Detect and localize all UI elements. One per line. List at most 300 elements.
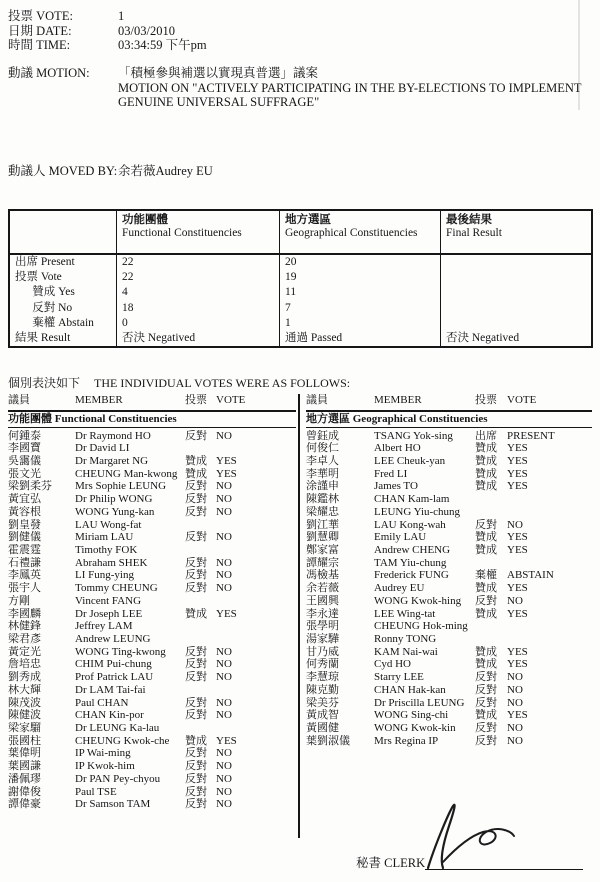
member-name-en: CHAN Hak-kan	[374, 683, 446, 696]
summary-body	[10, 255, 591, 346]
individual-votes-heading-en: THE INDIVIDUAL VOTES WERE AS FOLLOWS:	[94, 376, 351, 390]
member-vote-cn: 反對	[475, 734, 497, 747]
member-vote-cn: 贊成	[185, 734, 207, 747]
member-vote-en: PRESENT	[507, 429, 555, 442]
col-member-cn: 議員	[306, 394, 328, 406]
member-row	[306, 671, 592, 684]
member-vote-en: YES	[507, 658, 528, 671]
summary-functional-value: 0	[116, 316, 279, 331]
member-name-en: Dr Joseph LEE	[75, 607, 143, 620]
member-name-cn: 張學明	[306, 620, 339, 633]
member-row	[8, 480, 296, 493]
motion-label: 動議 MOTION:	[8, 66, 90, 80]
clerk-label: 秘書 CLERK	[356, 856, 426, 870]
member-vote-en	[216, 595, 296, 608]
individual-votes-heading-cn: 個別表決如下	[8, 376, 81, 390]
member-name-cn: 劉江華	[306, 518, 339, 531]
member-vote-en: ABSTAIN	[507, 569, 554, 582]
member-row	[306, 442, 592, 455]
member-name-cn: 李國寶	[8, 442, 41, 455]
member-vote-en: YES	[216, 734, 237, 747]
section-title-functional: 功能團體 Functional Constituencies	[8, 412, 296, 428]
members-table-header	[8, 394, 296, 412]
member-vote-en: YES	[507, 543, 528, 556]
member-name-en: WONG Kwok-hing	[374, 594, 462, 607]
member-vote-cn: 反對	[185, 658, 207, 671]
member-name-cn: 李鳳英	[8, 569, 41, 582]
member-vote-en	[216, 620, 296, 633]
member-name-cn: 陳鑑林	[306, 493, 339, 506]
member-name-en: Abraham SHEK	[75, 556, 148, 569]
member-row	[306, 430, 592, 443]
member-name-en: CHIM Pui-chung	[75, 658, 152, 671]
member-name-en: Andrew LEUNG	[75, 633, 151, 645]
member-name-en: LAU Kong-wah	[374, 518, 446, 531]
member-name-cn: 李慧琼	[306, 671, 339, 684]
member-vote-en: NO	[216, 747, 232, 760]
member-row	[306, 493, 592, 506]
summary-final-value	[440, 270, 591, 285]
member-vote-en	[507, 620, 592, 633]
member-vote-en	[216, 519, 296, 532]
summary-row-label: 投票 Vote	[15, 271, 62, 284]
summary-geographical-value: 1	[279, 316, 440, 331]
member-vote-en: NO	[216, 760, 232, 773]
member-name-cn: 葉偉明	[8, 747, 41, 760]
member-row	[8, 684, 296, 697]
member-name-en: Albert HO	[374, 442, 421, 455]
member-row	[8, 658, 296, 671]
member-name-en: TSANG Yok-sing	[374, 429, 453, 442]
member-vote-en: NO	[507, 518, 523, 531]
member-vote-cn	[185, 442, 216, 455]
member-vote-en	[216, 722, 296, 735]
member-row	[8, 493, 296, 506]
member-vote-en: YES	[507, 645, 528, 658]
member-vote-en: YES	[507, 480, 528, 493]
member-vote-en: YES	[216, 607, 237, 620]
summary-row	[10, 270, 591, 285]
member-row	[306, 544, 592, 557]
member-name-cn: 劉慧卿	[306, 531, 339, 544]
member-vote-cn: 反對	[475, 696, 497, 709]
member-vote-cn: 反對	[185, 785, 207, 798]
member-vote-cn: 反對	[185, 556, 207, 569]
summary-final-value	[440, 285, 591, 300]
motion-title-english-line1: MOTION ON "ACTIVELY PARTICIPATING IN THE BY-ELECTIONS TO IMPLEMENT	[118, 80, 582, 95]
col-member-en: MEMBER	[374, 394, 422, 406]
member-vote-en: NO	[507, 696, 523, 709]
member-row	[306, 455, 592, 468]
member-name-en: Tommy CHEUNG	[75, 582, 158, 595]
summary-functional-value: 22	[116, 255, 279, 270]
member-name-en: LEE Cheuk-yan	[374, 454, 446, 467]
motion-text	[118, 66, 582, 110]
members-table-header	[306, 394, 592, 412]
section-title-geographical: 地方選區 Geographical Constituencies	[306, 412, 592, 428]
member-name-cn: 李卓人	[306, 454, 339, 467]
member-name-cn: 梁君彥	[8, 633, 41, 645]
member-vote-en: NO	[216, 531, 232, 544]
members-rows-geographical	[306, 428, 592, 748]
member-row	[8, 544, 296, 557]
summary-row	[10, 285, 591, 300]
member-name-en: Miriam LAU	[75, 531, 134, 544]
member-vote-en: YES	[507, 531, 528, 544]
summary-header-functional	[116, 211, 279, 253]
member-name-cn: 李華明	[306, 467, 339, 480]
member-row	[8, 709, 296, 722]
info-row	[8, 38, 592, 53]
member-vote-en: YES	[507, 454, 528, 467]
member-vote-en	[507, 493, 592, 506]
summary-final-value	[440, 255, 591, 270]
member-name-cn: 王國興	[306, 594, 339, 607]
member-vote-cn	[185, 544, 216, 557]
info-value: 1	[118, 9, 125, 23]
member-vote-en: YES	[216, 467, 237, 480]
member-vote-cn	[185, 684, 216, 697]
members-table-geographical	[306, 394, 592, 747]
individual-votes-heading	[8, 376, 350, 390]
member-name-cn: 涂謹申	[306, 480, 339, 493]
col-member-en: MEMBER	[75, 394, 123, 406]
member-name-en: Mrs Sophie LEUNG	[75, 480, 167, 493]
member-vote-cn: 反對	[185, 480, 207, 493]
member-vote-cn: 贊成	[475, 454, 497, 467]
member-vote-en	[216, 442, 296, 455]
member-name-en: Dr David LI	[75, 442, 130, 455]
summary-row	[10, 301, 591, 316]
member-row	[8, 519, 296, 532]
summary-final-value: 否決 Negatived	[440, 331, 591, 346]
member-vote-en	[216, 633, 296, 646]
member-vote-en: NO	[216, 505, 232, 518]
member-name-en: Andrew CHENG	[374, 543, 451, 556]
member-vote-en: NO	[216, 785, 232, 798]
member-vote-cn: 反對	[185, 671, 207, 684]
member-vote-cn: 反對	[185, 493, 207, 506]
member-vote-en	[507, 506, 592, 519]
member-vote-en	[507, 557, 592, 570]
member-row	[8, 747, 296, 760]
member-name-cn: 張國柱	[8, 734, 41, 747]
member-vote-en	[216, 684, 296, 697]
member-row	[8, 531, 296, 544]
member-name-en: Audrey EU	[374, 582, 425, 595]
member-vote-cn: 反對	[475, 722, 497, 735]
member-name-cn: 湯家驊	[306, 633, 339, 645]
member-vote-en	[216, 544, 296, 557]
member-row	[306, 697, 592, 710]
member-vote-en: YES	[507, 582, 528, 595]
member-name-cn: 張宇人	[8, 582, 41, 595]
member-name-en: Fred LI	[374, 467, 408, 480]
member-name-en: Dr LAM Tai-fai	[75, 683, 146, 696]
member-name-cn: 鄭家富	[306, 543, 339, 556]
member-name-cn: 黃定光	[8, 645, 41, 658]
member-name-cn: 林健鋒	[8, 620, 41, 633]
moved-by-section	[8, 164, 213, 179]
info-row	[8, 9, 592, 24]
member-vote-cn: 反對	[185, 569, 207, 582]
member-row	[8, 620, 296, 633]
member-row	[8, 595, 296, 608]
summary-final-value	[440, 301, 591, 316]
member-vote-cn	[185, 620, 216, 633]
member-vote-en: NO	[216, 772, 232, 785]
member-vote-cn: 贊成	[475, 582, 497, 595]
member-row	[306, 582, 592, 595]
member-name-cn: 黃國健	[306, 722, 339, 735]
summary-header-geographical	[279, 211, 440, 253]
member-vote-cn: 贊成	[475, 442, 497, 455]
member-name-cn: 霍震霆	[8, 543, 41, 556]
member-vote-en: NO	[507, 722, 523, 735]
member-vote-cn: 贊成	[475, 543, 497, 556]
member-name-cn: 甘乃威	[306, 645, 339, 658]
member-vote-en: NO	[507, 734, 523, 747]
member-name-en: Dr Samson TAM	[75, 798, 151, 811]
summary-header-final-result-en: Final Result	[446, 227, 502, 239]
member-vote-cn: 反對	[475, 671, 497, 684]
col-vote-cn: 投票	[475, 394, 497, 406]
motion-title-chinese: 「積極參與補選以實現真普選」議案	[118, 66, 319, 80]
motion-section	[8, 66, 592, 110]
member-row	[8, 442, 296, 455]
member-name-cn: 葉劉淑儀	[306, 734, 350, 747]
member-row	[8, 569, 296, 582]
member-vote-cn: 贊成	[475, 531, 497, 544]
member-vote-cn: 反對	[185, 747, 207, 760]
member-name-en: Emily LAU	[374, 531, 427, 544]
summary-geographical-value: 19	[279, 270, 440, 285]
member-vote-en: NO	[216, 798, 232, 811]
member-vote-en: NO	[216, 645, 232, 658]
col-vote-cn: 投票	[185, 394, 207, 406]
member-name-en: Dr Priscilla LEUNG	[374, 696, 465, 709]
member-name-en: WONG Sing-chi	[374, 709, 449, 722]
member-vote-cn: 贊成	[185, 607, 207, 620]
member-row	[306, 722, 592, 735]
member-name-en: James TO	[374, 480, 418, 493]
member-vote-cn: 反對	[185, 709, 207, 722]
member-name-en: Paul TSE	[75, 785, 117, 798]
member-name-cn: 余若薇	[306, 582, 339, 595]
summary-row	[10, 255, 591, 270]
member-name-en: CHEUNG Hok-ming	[374, 620, 468, 633]
member-vote-en: NO	[507, 671, 523, 684]
member-row	[8, 735, 296, 748]
member-name-cn: 曾鈺成	[306, 429, 339, 442]
member-row	[8, 646, 296, 659]
member-name-cn: 梁劉柔芬	[8, 480, 52, 493]
info-value: 03/03/2010	[118, 23, 175, 38]
member-row	[306, 709, 592, 722]
member-vote-cn	[185, 722, 216, 735]
info-label: 投票 VOTE:	[8, 9, 73, 23]
member-name-en: Cyd HO	[374, 658, 411, 671]
member-name-en: Paul CHAN	[75, 696, 129, 709]
member-name-cn: 謝偉俊	[8, 785, 41, 798]
member-name-en: Dr PAN Pey-chyou	[75, 772, 161, 785]
member-row	[306, 557, 592, 570]
members-rows-functional	[8, 428, 296, 812]
member-row	[8, 468, 296, 481]
member-row	[306, 480, 592, 493]
member-vote-cn: 贊成	[475, 467, 497, 480]
member-row	[306, 684, 592, 697]
member-vote-en: NO	[216, 429, 232, 442]
member-row	[306, 646, 592, 659]
info-label: 日期 DATE:	[8, 23, 72, 38]
member-name-cn: 譚偉豪	[8, 798, 41, 811]
member-name-en: Dr Margaret NG	[75, 454, 149, 467]
member-name-en: Mrs Regina IP	[374, 734, 439, 747]
member-name-cn: 劉健儀	[8, 531, 41, 544]
member-vote-en: YES	[507, 607, 528, 620]
member-row	[8, 430, 296, 443]
member-name-cn: 李國麟	[8, 607, 41, 620]
member-name-en: Dr LEUNG Ka-lau	[75, 722, 160, 735]
member-name-en: CHEUNG Man-kwong	[75, 467, 178, 480]
member-name-en: CHAN Kam-lam	[374, 493, 450, 506]
member-row	[8, 798, 296, 811]
member-row	[8, 582, 296, 595]
member-row	[306, 468, 592, 481]
member-row	[306, 595, 592, 608]
summary-final-value	[440, 316, 591, 331]
motion-title-english-line2: GENUINE UNIVERSAL SUFFRAGE"	[118, 95, 320, 109]
summary-row-label: 棄權 Abstain	[15, 316, 94, 329]
member-name-en: LAU Wong-fat	[75, 518, 142, 531]
member-vote-en: NO	[216, 671, 232, 684]
member-vote-cn	[475, 506, 507, 519]
member-row	[8, 773, 296, 786]
summary-geographical-value: 11	[279, 285, 440, 300]
member-name-en: Ronny TONG	[374, 633, 437, 645]
member-name-cn: 方剛	[8, 594, 30, 607]
member-name-en: TAM Yiu-chung	[374, 556, 447, 569]
member-name-cn: 譚耀宗	[306, 556, 339, 569]
member-vote-en	[507, 633, 592, 646]
col-vote-en: VOTE	[216, 394, 246, 406]
member-name-en: WONG Yung-kan	[75, 505, 155, 518]
summary-header-final-result	[440, 211, 591, 253]
member-vote-cn	[475, 557, 507, 570]
member-name-cn: 劉秀成	[8, 671, 41, 684]
member-name-en: Prof Patrick LAU	[75, 671, 154, 684]
member-vote-en: NO	[216, 582, 232, 595]
member-name-cn: 詹培忠	[8, 658, 41, 671]
member-vote-en: YES	[507, 709, 528, 722]
member-row	[8, 633, 296, 646]
member-vote-cn	[475, 633, 507, 646]
member-vote-cn	[475, 493, 507, 506]
member-row	[8, 722, 296, 735]
member-vote-cn: 反對	[185, 645, 207, 658]
summary-row-label: 贊成 Yes	[15, 286, 75, 299]
summary-header-geographical-en: Geographical Constituencies	[285, 227, 418, 239]
summary-row	[10, 316, 591, 331]
member-name-en: IP Wai-ming	[75, 747, 131, 760]
summary-header-geographical-cn: 地方選區	[285, 214, 331, 226]
member-row	[8, 506, 296, 519]
member-name-cn: 劉皇發	[8, 518, 41, 531]
member-vote-en: NO	[216, 658, 232, 671]
member-vote-en: YES	[216, 454, 237, 467]
member-name-cn: 陳克勤	[306, 683, 339, 696]
member-vote-cn: 棄權	[475, 569, 497, 582]
member-vote-cn: 反對	[475, 683, 497, 696]
member-row	[306, 620, 592, 633]
member-name-en: WONG Kwok-kin	[374, 722, 456, 735]
member-row	[306, 633, 592, 646]
member-name-en: IP Kwok-him	[75, 760, 135, 773]
member-vote-cn: 贊成	[475, 645, 497, 658]
member-row	[306, 735, 592, 748]
member-vote-cn: 贊成	[475, 709, 497, 722]
member-row	[306, 531, 592, 544]
document-header	[8, 9, 592, 53]
summary-header-final-result-cn: 最後結果	[446, 214, 492, 226]
member-vote-en: NO	[216, 493, 232, 506]
summary-functional-value: 18	[116, 301, 279, 316]
member-row	[8, 760, 296, 773]
member-name-cn: 何秀蘭	[306, 658, 339, 671]
member-vote-cn: 反對	[185, 505, 207, 518]
member-name-cn: 何鍾泰	[8, 429, 41, 442]
member-vote-cn: 反對	[185, 696, 207, 709]
member-name-cn: 梁家騮	[8, 722, 41, 735]
moved-by-label: 動議人 MOVED BY:	[8, 164, 118, 178]
member-vote-en: NO	[216, 696, 232, 709]
member-name-en: Frederick FUNG	[374, 569, 449, 582]
member-vote-en: YES	[507, 467, 528, 480]
member-name-en: Timothy FOK	[75, 543, 138, 556]
summary-header-functional-en: Functional Constituencies	[122, 227, 242, 239]
member-row	[8, 455, 296, 468]
member-name-cn: 林大輝	[8, 683, 41, 696]
member-name-en: KAM Nai-wai	[374, 645, 438, 658]
member-name-en: Vincent FANG	[75, 594, 142, 607]
member-vote-cn	[475, 620, 507, 633]
members-table-functional	[8, 394, 296, 811]
member-name-cn: 張文光	[8, 467, 41, 480]
member-name-cn: 梁美芬	[306, 696, 339, 709]
member-row	[8, 786, 296, 799]
summary-row-label: 出席 Present	[15, 256, 75, 268]
member-vote-cn: 贊成	[475, 607, 497, 620]
member-vote-cn: 反對	[185, 531, 207, 544]
info-label: 時間 TIME:	[8, 38, 71, 52]
member-vote-en: YES	[507, 442, 528, 455]
col-vote-en: VOTE	[507, 394, 537, 406]
member-row	[306, 506, 592, 519]
member-name-cn: 吳靄儀	[8, 454, 41, 467]
member-row	[306, 569, 592, 582]
member-vote-cn: 贊成	[185, 454, 207, 467]
table-divider-line	[298, 394, 300, 838]
member-name-en: Jeffrey LAM	[75, 620, 133, 633]
member-name-en: Dr Raymond HO	[75, 429, 151, 442]
member-vote-cn: 反對	[185, 760, 207, 773]
member-row	[8, 697, 296, 710]
member-name-cn: 葉國謙	[8, 760, 41, 773]
member-vote-cn	[185, 519, 216, 532]
member-vote-en: NO	[216, 569, 232, 582]
member-name-cn: 黃成智	[306, 709, 339, 722]
